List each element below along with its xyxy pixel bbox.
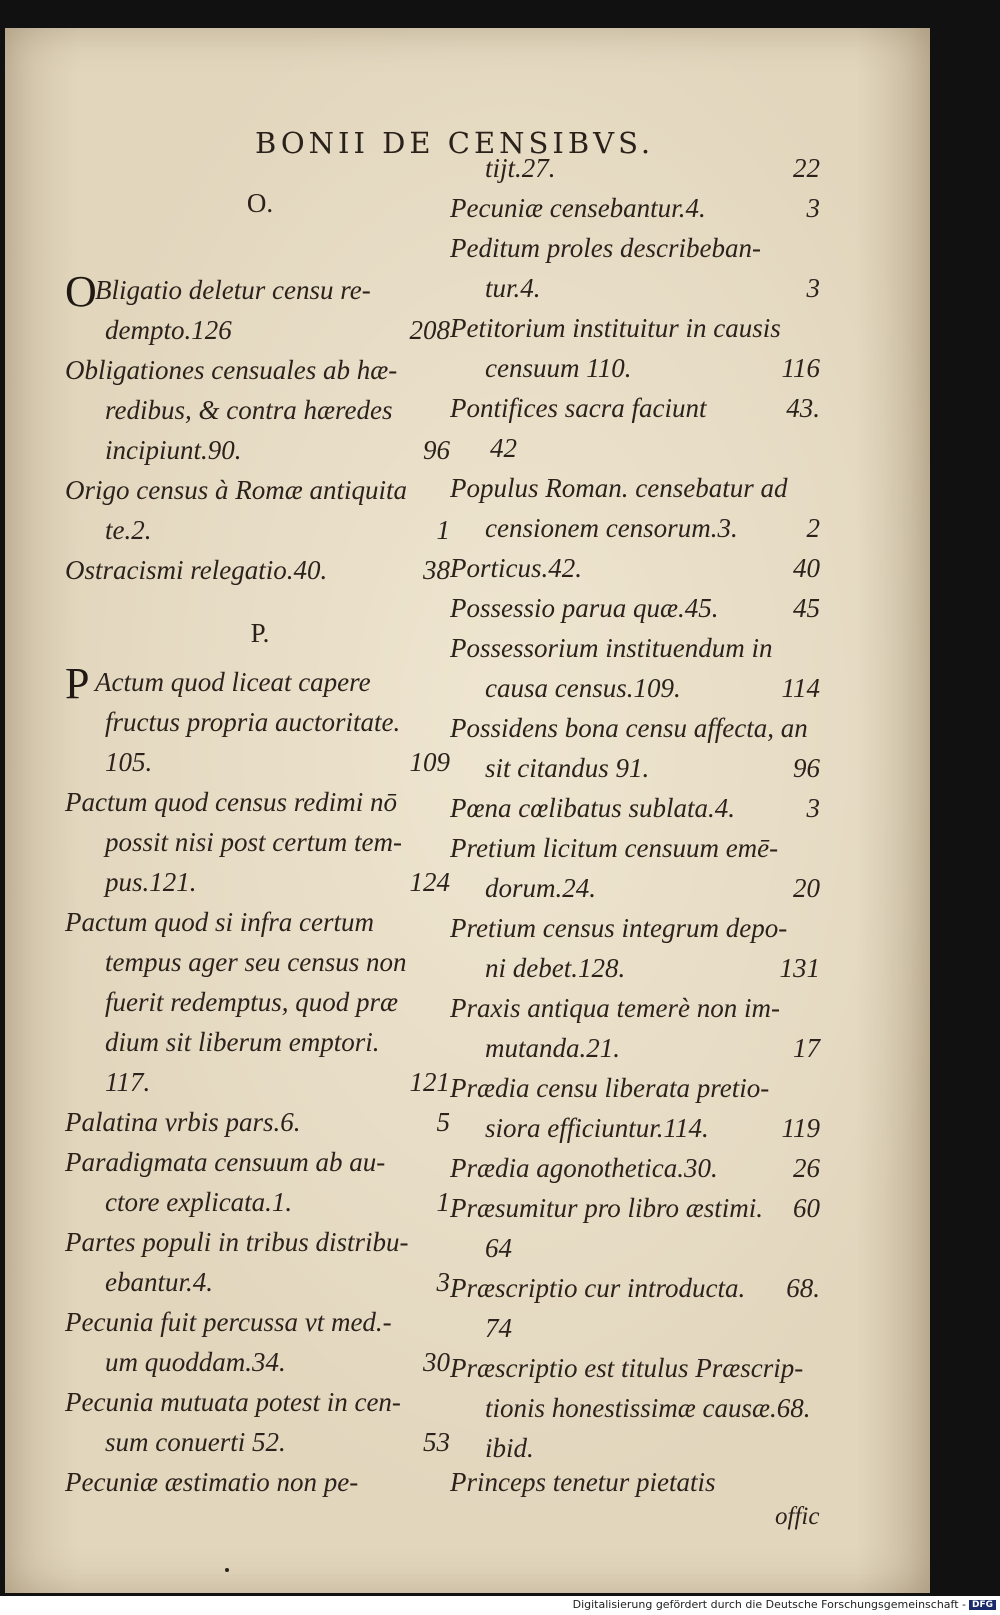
entry-text: Ostracismi relegatio.40. (65, 555, 328, 585)
entry-text: Partes populi in tribus distribu- (65, 1227, 409, 1257)
section-letter-o: O. (246, 188, 274, 218)
index-entry-line (485, 1388, 820, 1428)
index-entry-line (450, 1148, 820, 1188)
signature-mark (225, 1568, 229, 1572)
entry-text: Petitorium instituitur in causis (450, 313, 781, 343)
book-page (5, 28, 930, 1593)
entry-text: tionis honestissimæ causæ.68. (485, 1393, 811, 1423)
entry-text: redibus, & contra hæredes (105, 395, 393, 425)
index-entry-line (105, 702, 450, 742)
running-head: BONII DE CENSIBVS. (255, 126, 655, 160)
credit-text: Digitalisierung gefördert durch die Deutsche Forschungsgemeinschaft - (572, 1598, 966, 1611)
index-entry-line (105, 510, 450, 550)
entry-text: Princeps tenetur pietatis (450, 1467, 716, 1497)
entry-text: fuerit redemptus, quod præ (105, 987, 398, 1017)
entry-text: tur.4. (485, 273, 541, 303)
entry-text: 105. (105, 747, 153, 777)
index-entry-line (450, 1268, 820, 1308)
index-entry-line (450, 1462, 820, 1502)
section-letter-p: P. (250, 618, 270, 648)
entry-page-number: 208 (409, 315, 450, 345)
entry-page-number: 68. (786, 1273, 820, 1303)
entry-text: tijt.27. (485, 153, 556, 183)
index-entry-line (65, 470, 450, 510)
entry-text: censionem censorum.3. (485, 513, 738, 543)
entry-text: dorum.24. (485, 873, 597, 903)
index-entry-line (485, 1028, 820, 1068)
entry-page-number: 131 (779, 953, 820, 983)
index-entry-line (105, 1422, 450, 1462)
entry-text: ebantur.4. (105, 1267, 213, 1297)
index-entry-line (105, 390, 450, 430)
entry-page-number: 1 (436, 1187, 450, 1217)
index-entry-line (450, 308, 820, 348)
index-entry-line (450, 588, 820, 628)
entry-text: 64 (485, 1233, 512, 1263)
entry-page-number: 38 (423, 555, 450, 585)
index-entry-line (450, 828, 820, 868)
entry-text: 74 (485, 1313, 512, 1343)
index-entry-line (65, 1222, 450, 1262)
entry-page-number: 2 (806, 513, 820, 543)
index-entry-line (485, 268, 820, 308)
entry-page-number: 5 (436, 1107, 450, 1137)
entry-text: Paradigmata censuum ab au- (65, 1147, 386, 1177)
entry-text: Praxis antiqua temerè non im- (450, 993, 780, 1023)
entry-text: fructus propria auctoritate. (105, 707, 401, 737)
entry-text: Pecuniæ censebantur.4. (450, 193, 706, 223)
index-entry-line (450, 988, 820, 1028)
entry-text: Præsumitur pro libro æstimi. (450, 1193, 764, 1223)
entry-page-number: 119 (781, 1113, 820, 1143)
entry-text: dium sit liberum emptori. (105, 1027, 380, 1057)
index-entry-line (65, 902, 450, 942)
entry-page-number: 30 (423, 1347, 450, 1377)
entry-text: Origo census à Romæ antiquita (65, 475, 407, 505)
index-entry-line (95, 270, 450, 310)
entry-text: Pœna cœlibatus sublata.4. (450, 793, 736, 823)
entry-page-number: 116 (781, 353, 820, 383)
entry-text: ibid. (485, 1433, 534, 1463)
index-entry-line (485, 748, 820, 788)
entry-page-number: 26 (793, 1153, 820, 1183)
entry-text: ni debet.128. (485, 953, 626, 983)
entry-text: Pecunia fuit percussa vt med.- (65, 1307, 392, 1337)
index-entry-line (105, 942, 450, 982)
index-entry-line (65, 350, 450, 390)
entry-text: Prædia agonothetica.30. (450, 1153, 718, 1183)
index-entry-line (65, 1382, 450, 1422)
index-entry-line (450, 468, 820, 508)
entry-page-number: 3 (436, 1267, 450, 1297)
index-entry-line (105, 982, 450, 1022)
entry-text: Populus Roman. censebatur ad (450, 473, 788, 503)
entry-page-number: 3 (806, 193, 820, 223)
entry-text: pus.121. (105, 867, 197, 897)
index-entry-line (65, 1142, 450, 1182)
entry-page-number: 96 (423, 435, 450, 465)
index-entry-line (105, 1022, 450, 1062)
index-entry-line (95, 662, 450, 702)
index-entry-line (490, 428, 820, 468)
entry-text: Possidens bona censu affecta, an (450, 713, 808, 743)
index-entry-line (450, 188, 820, 228)
entry-text: censuum 110. (485, 353, 632, 383)
entry-page-number: 17 (793, 1033, 820, 1063)
index-entry-line (65, 1462, 450, 1502)
index-entry-line (105, 822, 450, 862)
entry-text: Palatina vrbis pars.6. (65, 1107, 301, 1137)
index-entry-line (485, 508, 820, 548)
index-entry-line (105, 1062, 450, 1102)
entry-text: Pecunia mutuata potest in cen- (65, 1387, 401, 1417)
entry-text: dempto.126 (105, 315, 232, 345)
entry-text: Pactum quod si infra certum (65, 907, 374, 937)
entry-text: Pretium census integrum depo- (450, 913, 788, 943)
entry-text: Præscriptio est titulus Præscrip- (450, 1353, 804, 1383)
dropcap-p: P (65, 659, 90, 708)
index-entry-line (450, 788, 820, 828)
entry-page-number: 3 (806, 273, 820, 303)
entry-text: Possessio parua quæ.45. (450, 593, 719, 623)
index-entry-line (485, 668, 820, 708)
entry-text: ctore explicata.1. (105, 1187, 293, 1217)
index-entry-line (485, 1108, 820, 1148)
entry-page-number: 40 (793, 553, 820, 583)
index-entry-line (450, 228, 820, 268)
entry-text: Porticus.42. (450, 553, 582, 583)
index-entry-line (450, 548, 820, 588)
dfg-logo: DFG (969, 1600, 996, 1610)
entry-page-number: 121 (409, 1067, 450, 1097)
index-entry-line (450, 908, 820, 948)
index-entry-line (485, 948, 820, 988)
entry-page-number: 124 (409, 867, 450, 897)
entry-page-number: 43. (786, 393, 820, 423)
digitization-credit (573, 1598, 996, 1611)
entry-text: Pecuniæ æstimatio non pe- (65, 1467, 359, 1497)
entry-text: Peditum proles describeban- (450, 233, 761, 263)
index-entry-line (65, 550, 450, 590)
entry-text: 42 (490, 433, 517, 463)
entry-page-number: 114 (781, 673, 820, 703)
index-entry-line (450, 388, 820, 428)
index-entry-line (450, 1348, 820, 1388)
index-entry-line (485, 348, 820, 388)
index-entry-line (105, 1342, 450, 1382)
entry-text: um quoddam.34. (105, 1347, 286, 1377)
entry-text: Pactum quod census redimi nō (65, 787, 397, 817)
entry-page-number: 60 (793, 1193, 820, 1223)
entry-text: siora efficiuntur.114. (485, 1113, 709, 1143)
entry-text: Prædia censu liberata pretio- (450, 1073, 770, 1103)
index-entry-line (485, 148, 820, 188)
index-entry-line (105, 1182, 450, 1222)
index-entry-line (450, 628, 820, 668)
index-entry-line (485, 1228, 820, 1268)
index-entry-line (105, 430, 450, 470)
entry-text: te.2. (105, 515, 152, 545)
entry-page-number: 45 (793, 593, 820, 623)
entry-text: Obligationes censuales ab hæ- (65, 355, 398, 385)
entry-text: sum conuerti 52. (105, 1427, 286, 1457)
dropcap-o: O (65, 267, 97, 316)
index-entry-line (65, 782, 450, 822)
entry-text: tempus ager seu census non (105, 947, 407, 977)
entry-text: 117. (105, 1067, 151, 1097)
entry-page-number: 20 (793, 873, 820, 903)
entry-text: sit citandus 91. (485, 753, 650, 783)
index-entry-line (105, 1262, 450, 1302)
entry-text: Possessorium instituendum in (450, 633, 773, 663)
entry-text: possit nisi post certum tem- (105, 827, 402, 857)
index-entry-line (485, 868, 820, 908)
index-entry-line (450, 708, 820, 748)
entry-text: Præscriptio cur introducta. (450, 1273, 746, 1303)
index-entry-line (450, 1068, 820, 1108)
entry-page-number: 22 (793, 153, 820, 183)
entry-text: causa census.109. (485, 673, 681, 703)
index-entry-line (105, 862, 450, 902)
index-entry-line (485, 1308, 820, 1348)
index-entry-line (105, 310, 450, 350)
entry-page-number: 3 (806, 793, 820, 823)
entry-text: Pretium licitum censuum emē- (450, 833, 779, 863)
entry-page-number: 1 (436, 515, 450, 545)
index-entry-line (105, 742, 450, 782)
entry-page-number: 109 (409, 747, 450, 777)
catchword: offic (775, 1503, 820, 1530)
entry-text: Actum quod liceat capere (95, 667, 371, 697)
entry-page-number: 96 (793, 753, 820, 783)
entry-text: incipiunt.90. (105, 435, 242, 465)
index-entry-line (65, 1102, 450, 1142)
index-entry-line (65, 1302, 450, 1342)
index-entry-line (450, 1188, 820, 1228)
entry-text: mutanda.21. (485, 1033, 620, 1063)
entry-text: Bligatio deletur censu re- (95, 275, 371, 305)
entry-page-number: 53 (423, 1427, 450, 1457)
entry-text: Pontifices sacra faciunt (450, 393, 707, 423)
